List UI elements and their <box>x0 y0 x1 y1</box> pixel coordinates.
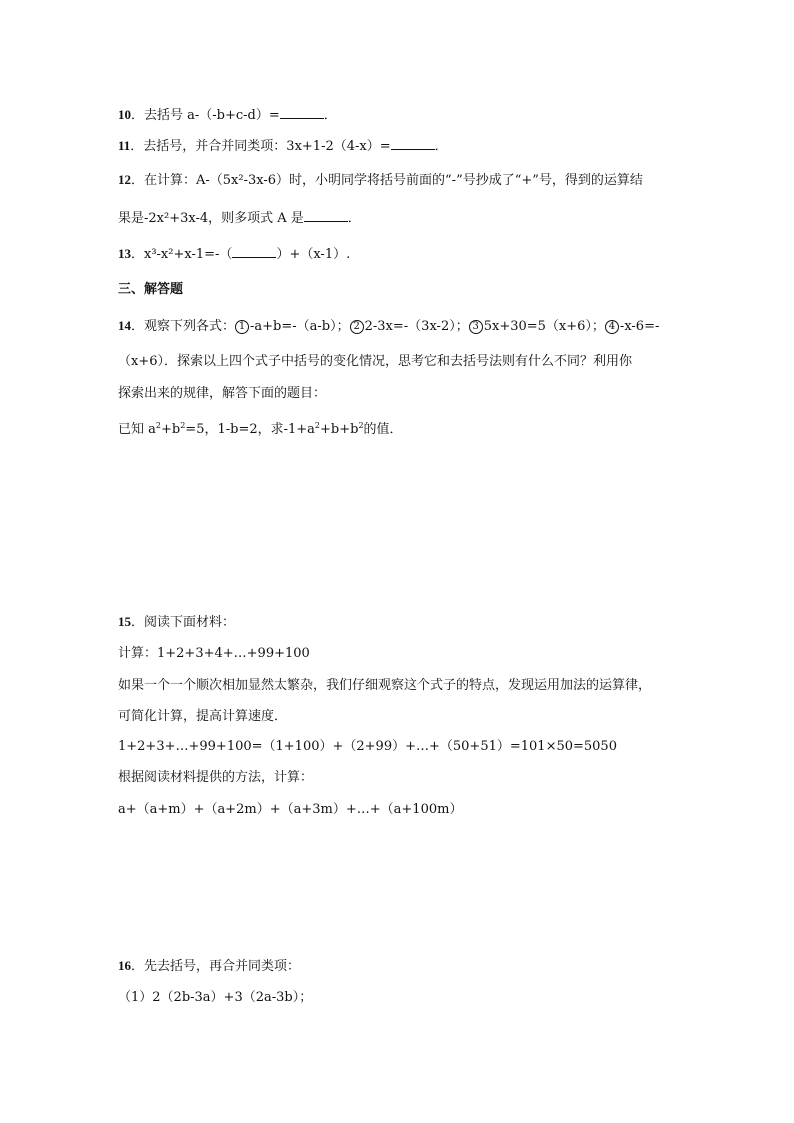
question-text: ．阅读下面材料： <box>131 615 236 630</box>
question-12-line-1 <box>118 172 643 189</box>
circled-number-1: 1 <box>235 320 249 334</box>
question-14-line-3: 探索出来的规律，解答下面的题目： <box>118 386 327 401</box>
question-number: 11 <box>118 138 131 153</box>
question-14-line-2: （x+6）．探索以上四个式子中括号的变化情况，思考它和去括号法则有什么不同？利用你 <box>118 354 632 369</box>
circled-number-2: 2 <box>350 320 364 334</box>
question-text-end: ． <box>347 211 361 226</box>
answer-blank <box>280 106 324 119</box>
section-title: 三、解答题 <box>118 282 184 297</box>
circled-number-4: 4 <box>605 320 619 334</box>
question-text: ．x³-x²+x-1=-（ <box>131 247 233 262</box>
question-12-line-2 <box>118 209 361 227</box>
question-number: 12 <box>118 172 131 187</box>
circled-number-3: 3 <box>469 320 483 334</box>
question-10 <box>118 106 337 124</box>
question-13 <box>118 245 350 263</box>
question-15-line-4: 可简化计算，提高计算速度． <box>118 709 288 724</box>
question-15-line-7: a+（a+m）+（a+2m）+（a+3m）+…+（a+100m） <box>118 802 463 817</box>
question-text: 果是-2x²+3x-4，则多项式 A 是 <box>118 211 304 226</box>
question-14-line-4: 已知 $a^2+b^2=5$，1-b=2，求$-1+a^2+b+b^2$的值． <box>118 421 403 437</box>
question-text: ．观察下列各式： <box>131 319 236 334</box>
question-text: -x-6=- <box>619 319 660 334</box>
question-text: 2-3x=-（3x-2）； <box>364 319 469 334</box>
question-16-line-1 <box>118 958 300 975</box>
question-14-line-1 <box>118 318 659 335</box>
question-15-line-2: 计算：1+2+3+4+…+99+100 <box>118 646 310 661</box>
question-16-line-2: （1）2（2b-3a）+3（2a-3b）； <box>118 990 313 1005</box>
question-15-line-6: 根据阅读材料提供的方法，计算： <box>118 770 314 785</box>
question-number: 10 <box>118 107 131 122</box>
question-text-end: ． <box>434 139 448 154</box>
question-15-line-1 <box>118 614 235 631</box>
question-text: ．去括号，并合并同类项：3x+1-2（4-x）= <box>130 139 391 154</box>
question-number: 14 <box>118 318 131 333</box>
question-text: ．去括号 a-（-b+c-d）= <box>131 108 280 123</box>
answer-blank <box>232 245 276 258</box>
question-text: 5x+30=5（x+6）； <box>483 319 605 334</box>
question-text-end: ）+（x-1）. <box>276 247 351 262</box>
question-number: 13 <box>118 246 131 261</box>
question-text: ．在计算：A-（5x²-3x-6）时，小明同学将括号前面的“-”号抄成了“+”号，得到的运算结 <box>131 173 643 188</box>
question-15-line-3: 如果一个一个顺次相加显然太繁杂，我们仔细观察这个式子的特点，发现运用加法的运算律， <box>118 678 652 693</box>
answer-blank <box>391 137 435 150</box>
question-text-end: ． <box>323 108 337 123</box>
question-15-line-5: 1+2+3+…+99+100=（1+100）+（2+99）+…+（50+51）=101×50=5050 <box>118 739 617 754</box>
answer-blank <box>304 209 348 222</box>
question-number: 15 <box>118 614 131 629</box>
question-number: 16 <box>118 958 131 973</box>
question-11 <box>118 137 448 155</box>
question-text: ．先去括号，再合并同类项： <box>131 959 301 974</box>
question-text: -a+b=-（a-b）； <box>250 319 350 334</box>
